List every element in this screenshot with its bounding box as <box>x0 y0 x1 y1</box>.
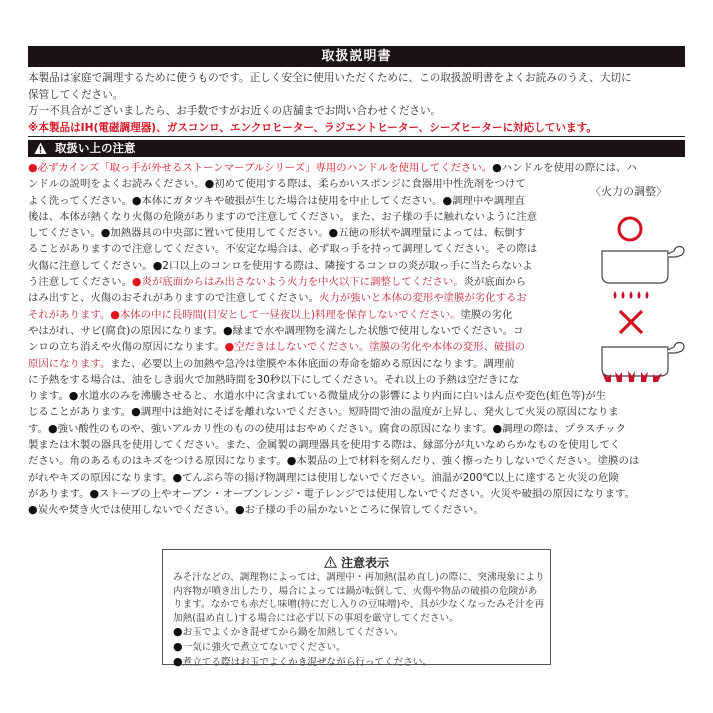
bullet-icon: ● <box>492 421 503 435</box>
bullet-icon: ● <box>173 654 183 668</box>
correct-circle-icon <box>619 218 641 240</box>
caution-text: 水道水のみを沸騰させると、水道水中に含まれている微量成分の影響により内面に白いはん点や変色(虹色等)が生 <box>78 390 606 403</box>
bullet-icon: ● <box>89 486 100 500</box>
warning-triangle-icon <box>34 140 47 160</box>
notice-text: 内容物が噴き出したり、場合によっては鍋が転倒して、火傷や物品の破損の危険があ <box>173 585 538 597</box>
notice-item: ●一気に強火で煮立てないでください。 <box>173 639 346 653</box>
caution-text: 2口以上のコンロを使用する際は、隣接するコンロの炎が取っ手に当たらないよ <box>162 259 533 272</box>
bullet-icon: ● <box>28 503 38 517</box>
section-header <box>28 140 685 157</box>
caution-text: 調理の際は、プラスチック <box>502 422 626 435</box>
bullet-icon: ● <box>235 503 245 517</box>
bullet-icon: ● <box>110 307 120 321</box>
notice-box <box>162 549 551 668</box>
caution-text: す。 <box>28 422 48 435</box>
notice-header <box>163 556 550 571</box>
bullet-icon: ● <box>131 405 141 419</box>
caution-text: 初めて使用する際は、柔らかいスポンジに食器用中性洗剤をつけて <box>214 178 526 191</box>
bullet-icon: ● <box>68 389 79 403</box>
caution-text: 本体にガタツキや破損が生じた場合は使用を中止してください。 <box>141 194 443 207</box>
document-title: 取扱説明書 <box>321 49 392 64</box>
caution-text: ンロの立ち消えや火傷の原因になります。 <box>28 341 225 354</box>
caution-text: 塗膜の劣化 <box>460 308 513 321</box>
section-title: 取扱い上の注意 <box>55 141 136 155</box>
caution-text: 本製品の上で材料を刻んだり、強く擦ったりしないでください。塗膜のは <box>296 455 640 468</box>
bullet-icon: ● <box>204 177 215 191</box>
caution-text: 炎が底面から <box>463 276 526 289</box>
bullet-icon: ● <box>224 340 235 354</box>
bullet-icon: ● <box>222 323 233 337</box>
bullet-icon: ● <box>100 226 111 240</box>
caution-text: 調理中や調理直 <box>452 194 525 207</box>
bullet-icon: ● <box>328 226 339 240</box>
caution-text: 火力が強いと本体の変形や塗膜が劣化するお <box>318 292 527 305</box>
caution-text: やはがれ、サビ(腐食)の原因になります。 <box>28 324 223 337</box>
low-flame-icon <box>614 291 649 299</box>
notice-item: ●煮立てる際はお玉でよくかき混ぜながら行ってください。 <box>173 654 433 668</box>
caution-text: 必ずカインズ「取っ手が外せるストーンマーブルシリーズ」専用のハンドルを使用してください。 <box>37 162 493 174</box>
intro-text <box>28 70 690 136</box>
caution-text: それがあります。 <box>28 308 111 321</box>
caution-text: 強い酸性のものや、強いアルカリ性のものの使用はおやめください。腐食の原因になります。 <box>57 422 493 435</box>
caution-text: 後は、本体が熱くなり火傷の危険がありますので注意してください。また、お子様の手に触れないように注意 <box>28 210 538 223</box>
bullet-icon: ● <box>173 639 183 653</box>
caution-text: お子様の手の届かないところに保管してください。 <box>244 504 484 517</box>
notice-title: 注意表示 <box>340 556 389 570</box>
caution-text: ンドルの説明をよくお読みください。 <box>28 178 205 191</box>
compatibility-note: ※本製品はIH(電磁調理器)、ガスコンロ、エンクロヒーター、ラジエントヒーター、シーズヒーターに対応しています。 <box>28 121 597 134</box>
caution-text: 本体の中に長時間(目安として一昼夜以上)料理を保存しないでください。 <box>119 308 461 321</box>
caution-text: に予熱をする場合は、油をしき弱火で加熱時間を30秒以下にしてください。それ以上の予熱は空だきにな <box>28 373 520 386</box>
caution-text: 原因になります。 <box>28 357 111 370</box>
caution-text: 炎が底面からはみ出さないよう火力を中火以下に調整してください。 <box>141 276 464 289</box>
bullet-icon: ● <box>47 421 58 435</box>
caution-text: う注意してください。 <box>28 276 132 289</box>
caution-text: ハンドルを使用の際には、ハ <box>501 162 637 174</box>
notice-text: 加熱(温め直し)する場合には必ず以下の事項を厳守してください。 <box>173 612 459 624</box>
bullet-icon: ● <box>131 193 142 207</box>
bullet-icon: ● <box>492 161 502 174</box>
caution-text: じることがあります。 <box>28 406 132 419</box>
caution-text: 製または木製の器具を使用してください。また、金属製の調理器具を使用する際は、縁部分が丸いなめらかなものを使用してく <box>28 439 621 452</box>
caution-text: 空だきはしないでください。塗膜の劣化や本体の変形、破損の <box>234 341 526 354</box>
caution-text: 五徳の形状や調理量によっては、転倒す <box>338 227 526 240</box>
notice-item: ●お玉でよくかき混ぜてから鍋を加熱してください。 <box>173 625 404 639</box>
caution-text: があります。 <box>28 487 90 500</box>
pan-icon <box>602 343 684 377</box>
divider <box>28 136 685 137</box>
caution-text: 調理中は絶対にそばを離れないでください。短時間で油の温度が上昇し、発火して火災の原因になりま <box>140 406 619 419</box>
caution-text: ださい。角のあるものはキズをつける原因になります。 <box>28 455 287 468</box>
intro-line: 万一不具合がございましたら、お手数ですがお近くの店舗までお問い合わせください。 <box>28 105 442 117</box>
caution-text: 加熱器具の中央部に置いて使用してください。 <box>110 227 329 240</box>
notice-body <box>163 571 550 669</box>
caution-text: また、必要以上の加熱や急冷は塗膜や本体底面の寿命を縮める原因になります。調理前 <box>110 357 515 370</box>
bullet-icon: ● <box>131 275 142 289</box>
caution-text: 火傷に注意してください。 <box>28 259 153 272</box>
warning-triangle-outline-icon <box>324 556 337 568</box>
fire-adjustment-illustration <box>590 183 700 388</box>
bullet-icon: ● <box>152 258 163 272</box>
caution-text: ストーブの上やオーブン・オーブンレンジ・電子レンジでは使用しないでください。火災や破損の原因になります。 <box>99 487 635 500</box>
notice-text: みそ汁などの、調理物によっては、調理中・再加熱(温め直し)の際に、突沸現象により <box>173 572 545 583</box>
caution-text: 縁まで水や調理物を満たした状態で使用しないでください。コ <box>232 324 524 337</box>
bullet-icon: ● <box>28 161 38 174</box>
fire-adjust-diagram <box>590 199 700 384</box>
bullet-icon: ● <box>172 470 183 484</box>
bullet-icon: ● <box>442 193 453 207</box>
caution-text: よく洗ってください。 <box>28 194 132 207</box>
caution-text: 炭火や焚き火では使用しないでください。 <box>37 504 236 517</box>
caution-text: してください。 <box>28 227 101 240</box>
notice-text: ります。なかでも赤だし味噌(特にだし入りの豆味噌)や、具が少なくなったみそ汁を再 <box>173 599 545 611</box>
document-title-bar <box>28 46 685 67</box>
caution-text: ります。 <box>28 390 69 403</box>
incorrect-cross-icon <box>620 311 642 333</box>
intro-line: 保管してください。 <box>28 88 124 101</box>
caution-text: ることがありますので注意してください。不安定な場合は、必ず取っ手を持って調理してください。その際は <box>28 243 538 256</box>
caution-text: てんぷら等の揚げ物調理には使用しないでください。油温が200℃以上に達すると火災の危険 <box>182 471 619 484</box>
fire-adjust-label: 〈火力の調整〉 <box>590 185 667 198</box>
pan-icon <box>602 247 684 284</box>
caution-text: がれやキズの原因になります。 <box>28 471 173 484</box>
caution-text: はみ出すと、火傷のおそれがありますので注意してください。 <box>28 292 319 305</box>
bullet-icon: ● <box>286 454 297 468</box>
bullet-icon: ● <box>173 625 183 639</box>
intro-line: 本製品は家庭で調理するために使うものです。正しく安全に使用いただくために、この取扱説明書をよくお読みのうえ、大切に <box>28 72 632 84</box>
